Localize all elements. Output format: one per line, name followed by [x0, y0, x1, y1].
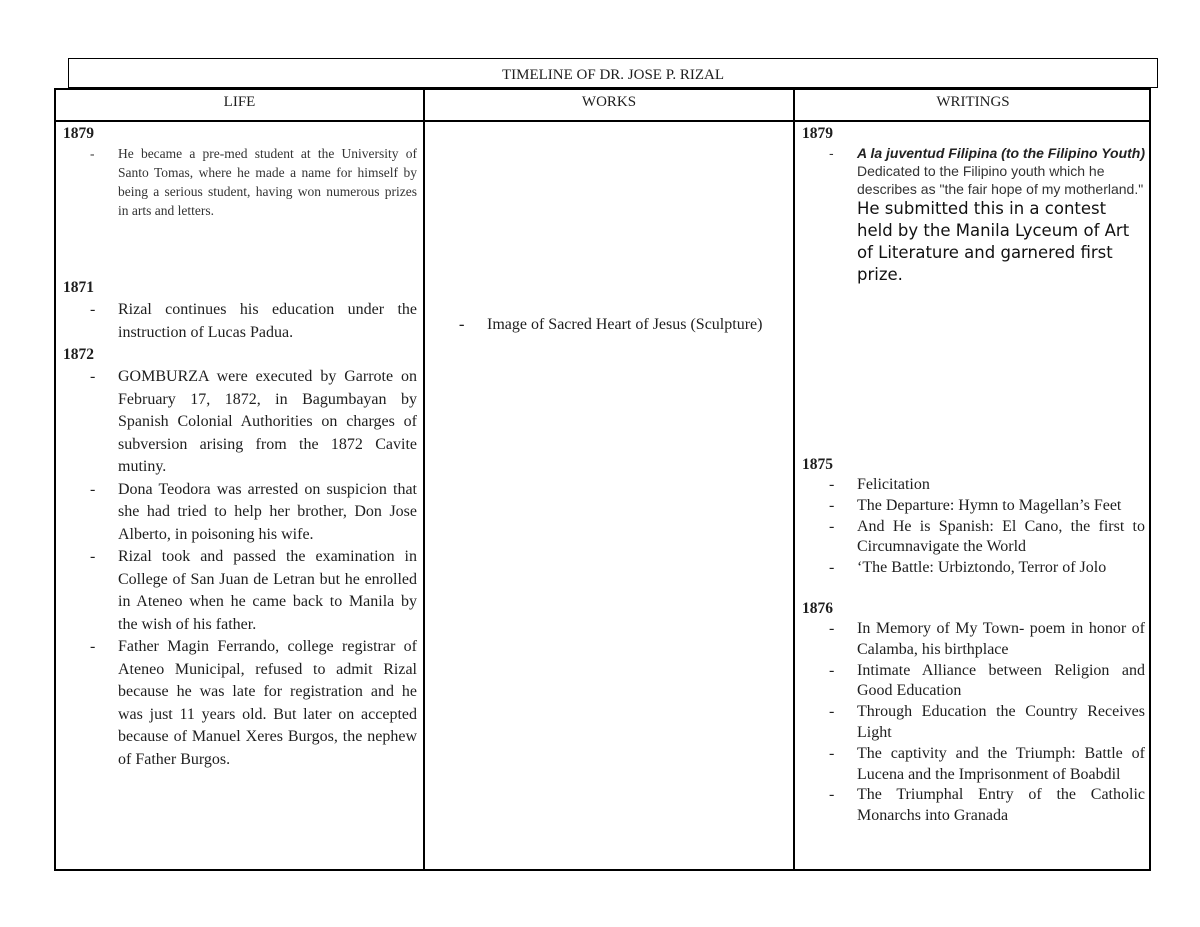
- life-1872-list: [63, 366, 417, 771]
- header-life: LIFE: [223, 94, 256, 110]
- poem-title: A la juventud Filipina (to the Filipino Youth): [857, 145, 1146, 161]
- list-item: - Rizal continues his education under the instruction of Lucas Padua.: [63, 299, 417, 344]
- writings-1875-list: [802, 475, 1145, 579]
- writings-1879-list: [802, 144, 1145, 286]
- life-column: [63, 122, 417, 771]
- list-item: - In Memory of My Town- poem in honor of Calamba, his birthplace: [802, 619, 1145, 661]
- list-item: - ‘The Battle: Urbiztondo, Terror of Jolo: [802, 558, 1145, 579]
- year-heading: 1871: [63, 279, 94, 296]
- list-item: - Intimate Alliance between Religion and Good Education: [802, 661, 1145, 703]
- writings-1876-list: [802, 619, 1145, 827]
- list-item: - Through Education the Country Receives Light: [802, 702, 1145, 744]
- list-item: - Felicitation: [802, 475, 1145, 496]
- list-item: - And He is Spanish: El Cano, the first to Circumnavigate the World: [802, 517, 1145, 559]
- works-list: [432, 315, 788, 336]
- list-item: - Image of Sacred Heart of Jesus (Sculpture): [432, 315, 788, 336]
- list-item: - The Departure: Hymn to Magellan’s Feet: [802, 496, 1145, 517]
- list-item: - Dona Teodora was arrested on suspicion that she had tried to help her brother, Don Jose Alberto, in poisoning his wife.: [63, 479, 417, 547]
- column-divider: [793, 90, 795, 869]
- header-writings: WRITINGS: [936, 94, 1010, 110]
- poem-note: He submitted this in a contest held by the Manila Lyceum of Art of Literature and garnered first prize.: [857, 199, 1130, 284]
- year-heading: 1875: [802, 456, 833, 473]
- list-item: - The captivity and the Triumph: Battle of Lucena and the Imprisonment of Boabdil: [802, 744, 1145, 786]
- column-divider: [423, 90, 425, 869]
- list-item: [802, 144, 1145, 286]
- timeline-table: [54, 88, 1151, 871]
- year-heading: 1879: [63, 125, 94, 142]
- document-title: TIMELINE OF DR. JOSE P. RIZAL: [68, 58, 1158, 88]
- list-item: - Rizal took and passed the examination in College of San Juan de Letran but he enrolled in Ateneo when he came back to Manila by the wish of his father.: [63, 546, 417, 636]
- life-1871-list: [63, 299, 417, 344]
- life-1879-list: [63, 144, 417, 220]
- poem-description: Dedicated to the Filipino youth which he describes as "the fair hope of my motherland.": [857, 163, 1144, 197]
- year-heading: 1876: [802, 599, 833, 617]
- list-item: - GOMBURZA were executed by Garrote on February 17, 1872, in Bagumbayan by Spanish Colonial Authorities on charges of subversion arising from the 1872 Cavite mutiny.: [63, 366, 417, 479]
- writings-column: [802, 122, 1145, 827]
- year-heading: 1872: [63, 346, 94, 363]
- works-column: [432, 315, 788, 336]
- year-heading: 1879: [802, 125, 833, 142]
- list-item: - He became a pre-med student at the University of Santo Tomas, where he made a name for himself by being a serious student, having won numerous prizes in arts and letters.: [63, 144, 417, 220]
- list-item: - The Triumphal Entry of the Catholic Monarchs into Granada: [802, 785, 1145, 827]
- list-item: - Father Magin Ferrando, college registrar of Ateneo Municipal, refused to admit Rizal because he was late for registration and he was just 11 years old. But later on accepted because of Manuel Xeres Burgos, the nephew of Father Burgos.: [63, 636, 417, 771]
- header-works: WORKS: [581, 94, 637, 110]
